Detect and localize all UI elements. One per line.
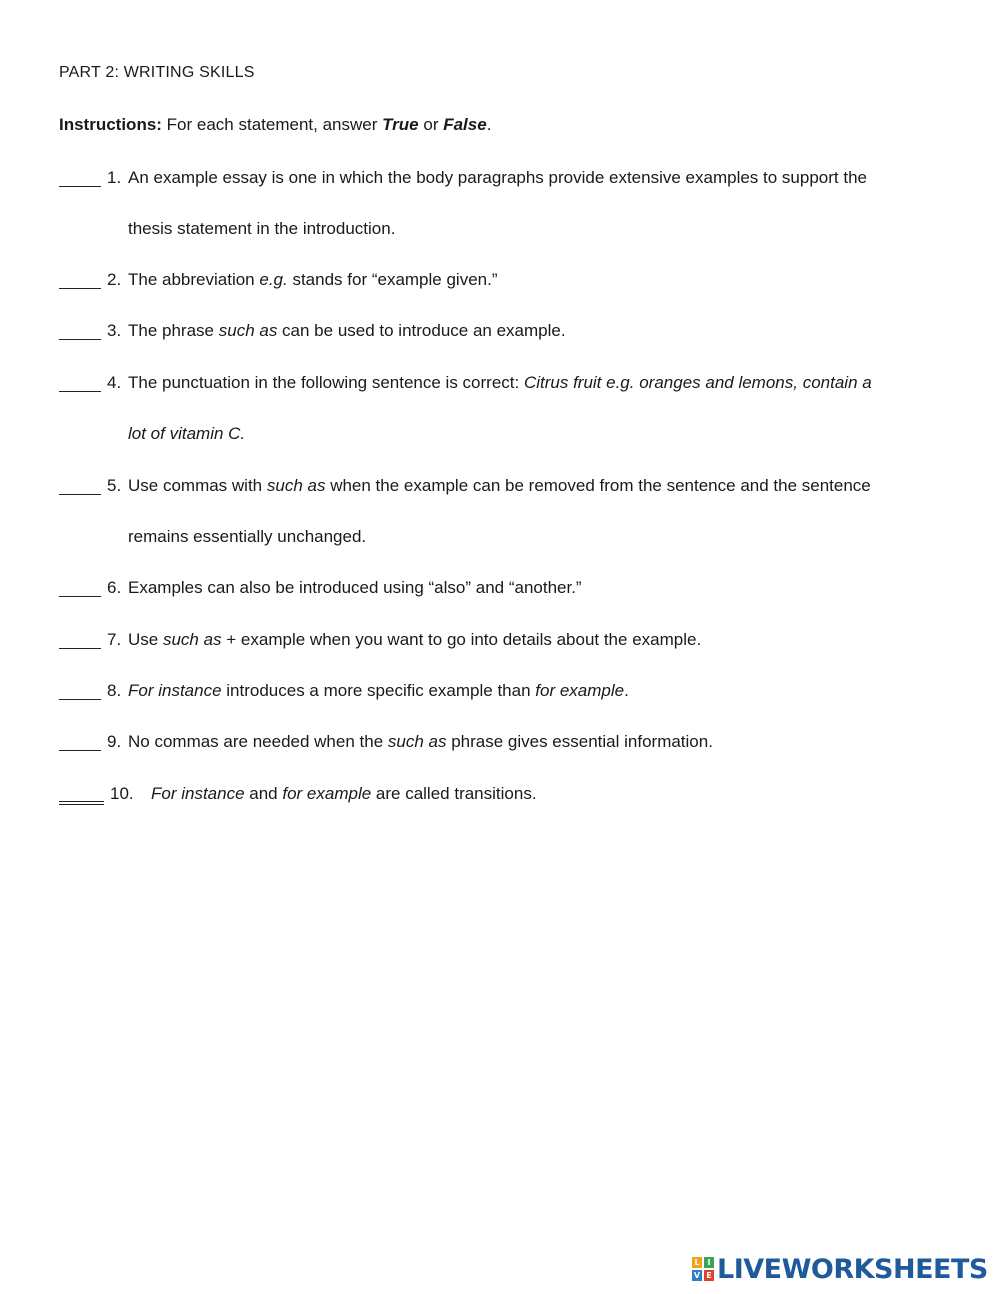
statement-number: 3. [107,321,122,340]
italic-term: such as [162,630,222,649]
text-segment: stands for “example given.” [287,270,498,289]
statement-text [128,460,939,511]
true-keyword: True [382,115,419,134]
italic-term: for example [535,681,625,700]
statement-number: 2. [107,270,122,289]
italic-term: For instance [151,784,245,803]
instructions-end: . [486,115,492,134]
statement-number: 10. [110,784,134,803]
statement-text [151,768,939,819]
statement-9 [59,716,939,767]
statement-number: 9. [107,732,122,751]
false-keyword: False [443,115,487,134]
statement-text-continued: thesis statement in the introduction. [128,219,396,238]
italic-example-sentence: lot of vitamin C. [128,424,246,443]
answer-blank-10[interactable] [59,768,101,819]
statement-text: Examples can also be introduced using “also” and “another.” [128,578,582,597]
statement-text [128,716,939,767]
text-segment: The abbreviation [128,270,260,289]
text-segment: The punctuation in the following sentence is correct: [128,373,524,392]
statement-text-continued [128,408,939,459]
logo-text: LIVEWORKSHEETS [717,1253,988,1285]
page-title: PART 2: WRITING SKILLS [59,64,255,81]
statement-number: 5. [107,476,122,495]
text-segment: and [244,784,283,803]
logo-mark-letter: V [693,1271,701,1280]
statement-text: An example essay is one in which the body paragraphs provide extensive examples to support the [128,168,867,187]
text-segment: Use [128,630,163,649]
text-segment: can be used to introduce an example. [277,321,566,340]
statement-text [128,254,939,305]
answer-blank-7[interactable] [59,614,101,665]
instructions-or: or [418,115,444,134]
italic-term: such as [218,321,278,340]
answer-blank-6[interactable] [59,562,101,613]
statement-1 [59,152,939,254]
italic-term: For instance [128,681,222,700]
statement-4 [59,357,939,459]
liveworksheets-logo [692,1252,988,1286]
statement-text [128,305,939,356]
statement-number: 7. [107,630,122,649]
statement-7 [59,614,939,665]
statement-text [128,665,939,716]
text-segment: are called transitions. [371,784,537,803]
statement-number: 4. [107,373,122,392]
logo-mark-letter: E [704,1270,714,1281]
statement-text [128,614,939,665]
answer-blank-5[interactable] [59,460,101,511]
instructions [59,115,491,135]
instructions-text: For each statement, answer [161,115,383,134]
logo-mark-letter: L [692,1257,702,1268]
text-segment: Use commas with [128,476,267,495]
text-segment: + example when you want to go into details about the example. [221,630,702,649]
answer-blank-8[interactable] [59,665,101,716]
text-segment: . [624,681,629,700]
answer-blank-9[interactable] [59,716,101,767]
answer-blank-2[interactable] [59,254,101,305]
answer-blank-1[interactable] [59,152,101,203]
text-segment: The phrase [128,321,219,340]
statement-number: 6. [107,578,122,597]
statement-5 [59,460,939,562]
italic-example-sentence: Citrus fruit e.g. oranges and lemons, contain a [523,373,872,392]
statement-text [128,357,939,408]
statement-6 [59,562,939,613]
statement-8 [59,665,939,716]
answer-blank-3[interactable] [59,305,101,356]
logo-mark-letter: I [704,1257,714,1268]
statement-number: 1. [107,168,122,187]
statement-text-continued: remains essentially unchanged. [128,527,367,546]
italic-term: e.g. [259,270,288,289]
statement-3 [59,305,939,356]
statement-2 [59,254,939,305]
text-segment: when the example can be removed from the sentence and the sentence [325,476,871,495]
text-segment: No commas are needed when the [128,732,388,751]
italic-term: for example [282,784,372,803]
italic-term: such as [387,732,447,751]
logo-mark-icon [692,1257,714,1281]
text-segment: introduces a more specific example than [221,681,536,700]
text-segment: phrase gives essential information. [446,732,713,751]
statement-10 [59,768,939,819]
statement-number: 8. [107,681,122,700]
italic-term: such as [266,476,326,495]
instructions-label: Instructions: [59,115,162,134]
answer-blank-4[interactable] [59,357,101,408]
